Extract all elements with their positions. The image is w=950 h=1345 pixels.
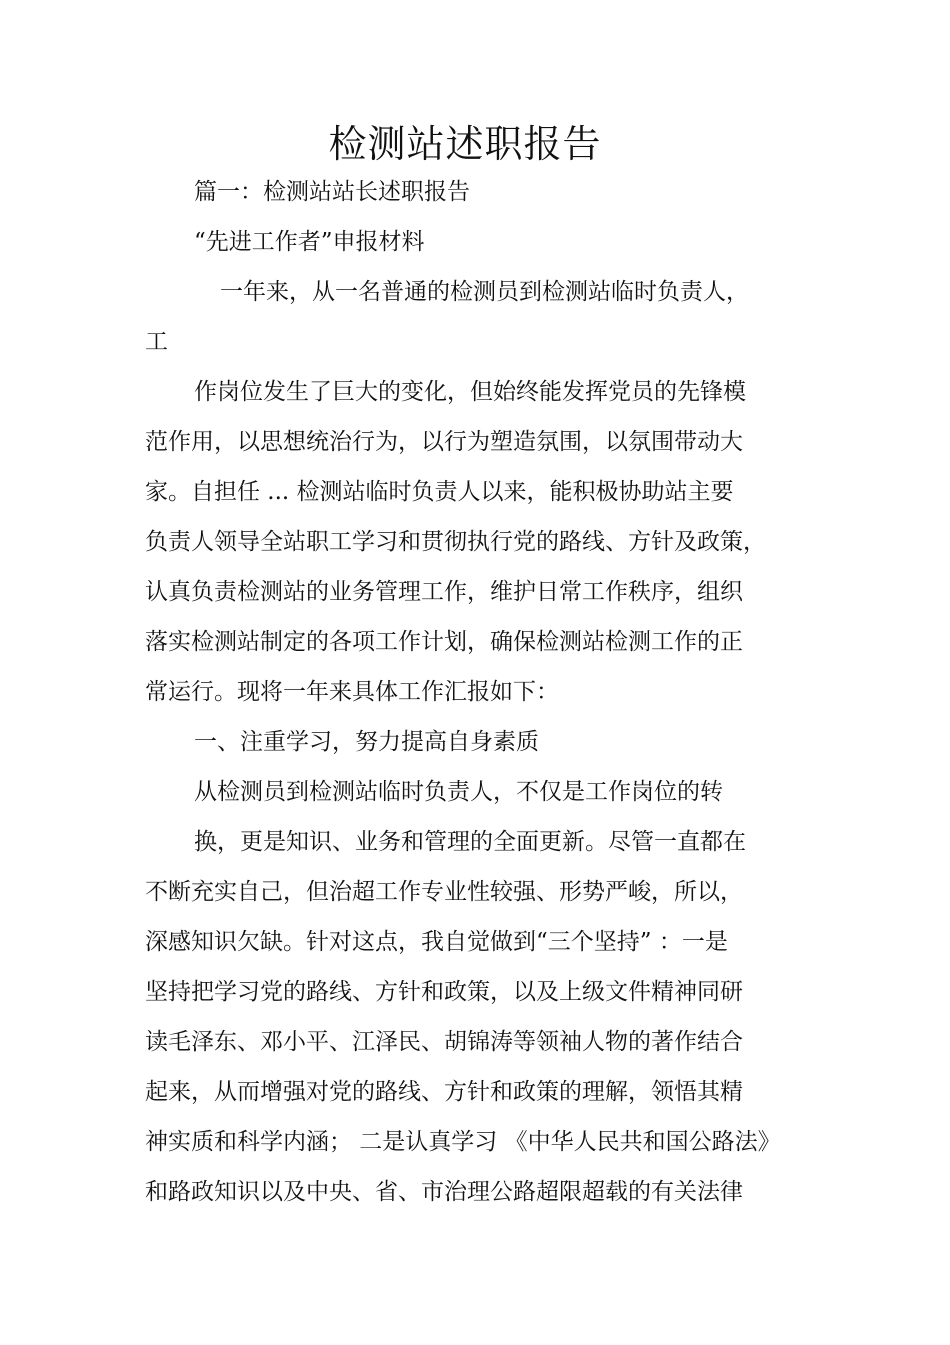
text-line-3: 一年来，从一名普通的检测员到检测站临时负责人，	[220, 279, 749, 305]
text-line-8: 负责人领导全站职工学习和贯彻执行党的路线、方针及政策，	[145, 529, 766, 555]
text-line-21: 和路政知识以及中央、省、市治理公路超限超载的有关法律	[145, 1179, 743, 1205]
text-line-5: 作岗位发生了巨大的变化，但始终能发挥党员的先锋模	[194, 379, 746, 405]
text-line-7: 家。自担任 ... 检测站临时负责人以来，能积极协助站主要	[145, 479, 734, 505]
text-line-4: 工	[145, 329, 168, 355]
text-line-15: 不断充实自己，但治超工作专业性较强、形势严峻，所以，	[145, 879, 743, 905]
text-line-12: 一、注重学习，努力提高自身素质	[194, 729, 539, 755]
text-line-19: 起来，从而增强对党的路线、方针和政策的理解，领悟其精	[145, 1079, 743, 1105]
text-line-13: 从检测员到检测站临时负责人，不仅是工作岗位的转	[194, 779, 723, 805]
text-line-10: 落实检测站制定的各项工作计划，确保检测站检测工作的正	[145, 629, 743, 655]
text-line-9: 认真负责检测站的业务管理工作，维护日常工作秩序，组织	[145, 579, 743, 605]
text-line-1: 篇一：检测站站长述职报告	[194, 179, 470, 205]
text-line-11: 常运行。现将一年来具体工作汇报如下：	[145, 679, 559, 705]
text-line-6: 范作用，以思想统治行为，以行为塑造氛围，以氛围带动大	[145, 429, 743, 455]
text-line-16: 深感知识欠缺。针对这点，我自觉做到“三个坚持” ：一是	[145, 929, 728, 955]
text-line-20: 神实质和科学内涵； 二是认真学习 《中华人民共和国公路法》	[145, 1129, 781, 1155]
document-title: 检测站述职报告	[328, 122, 602, 166]
text-line-14: 换，更是知识、业务和管理的全面更新。尽管一直都在	[194, 829, 746, 855]
text-line-18: 读毛泽东、邓小平、江泽民、胡锦涛等领袖人物的著作结合	[145, 1029, 743, 1055]
text-line-17: 坚持把学习党的路线、方针和政策，以及上级文件精神同研	[145, 979, 743, 1005]
text-line-2: “先进工作者”申报材料	[194, 229, 425, 255]
